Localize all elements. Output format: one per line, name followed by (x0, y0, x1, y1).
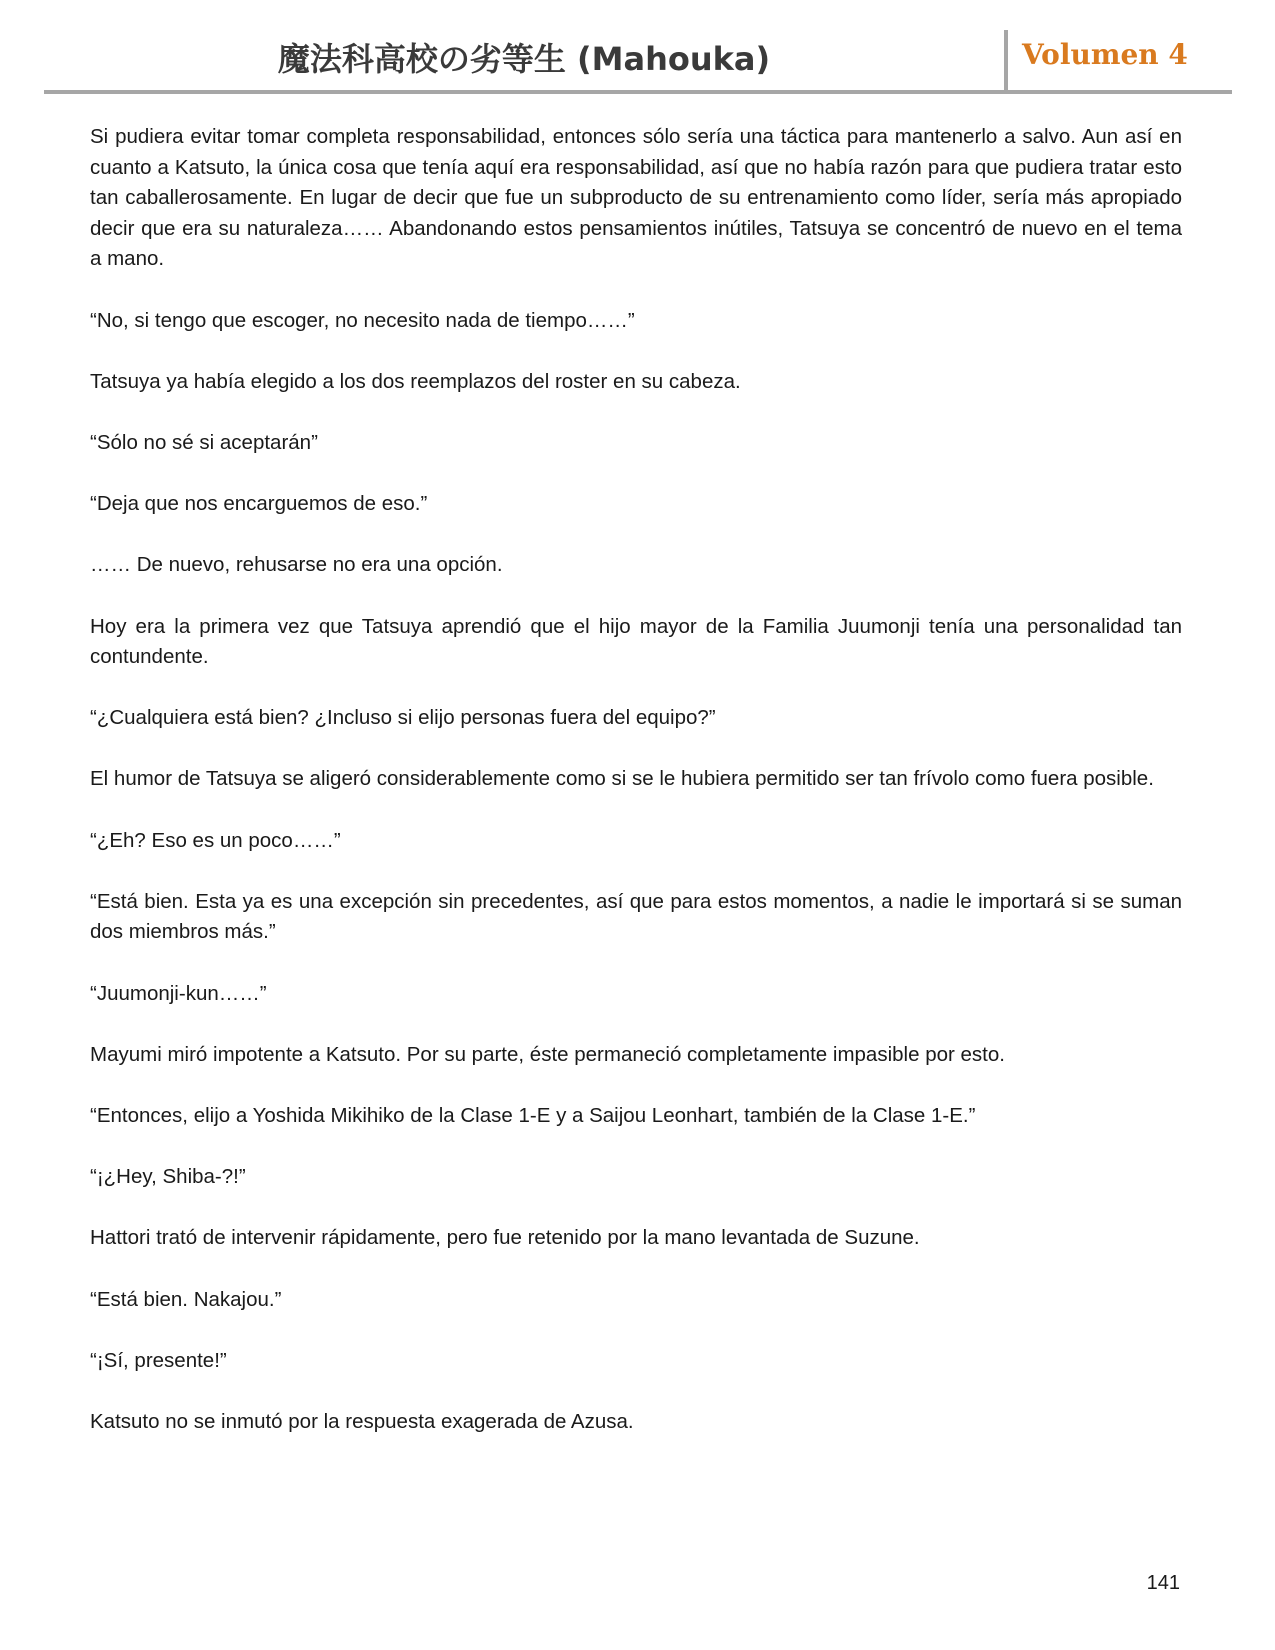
paragraph: “Deja que nos encarguemos de eso.” (90, 492, 428, 516)
paragraph: Hoy era la primera vez que Tatsuya aprendió que el hijo mayor de la Familia Juumonji tenía una personalidad tan contundente. (90, 614, 1182, 669)
paragraph: “¡¿Hey, Shiba-?!” (90, 1165, 246, 1189)
page-header (44, 28, 1232, 94)
page-body (90, 122, 1182, 1468)
paragraph: El humor de Tatsuya se aligeró considerablemente como si se le hubiera permitido ser tan frívolo como fuera posible. (90, 767, 1154, 791)
header-divider (1004, 30, 1008, 90)
paragraph: Katsuto no se inmutó por la respuesta exagerada de Azusa. (90, 1409, 634, 1433)
paragraph: “Está bien. Esta ya es una excepción sin precedentes, así que para estos momentos, a nadie le importará si se suman dos miembros más.” (90, 889, 1182, 944)
paragraph: “¿Cualquiera está bien? ¿Incluso si elijo personas fuera del equipo?” (90, 706, 716, 730)
paragraph: “Juumonji-kun……” (90, 981, 267, 1005)
paragraph: “No, si tengo que escoger, no necesito nada de tiempo……” (90, 308, 635, 332)
book-title: 魔法科高校の劣等生 (Mahouka) (277, 40, 771, 78)
paragraph: “¡Sí, presente!” (90, 1348, 227, 1372)
paragraph: …… De nuevo, rehusarse no era una opción. (90, 553, 503, 577)
page-number: 141 (1146, 1572, 1180, 1594)
volume-label: Volumen 4 (1022, 38, 1188, 71)
paragraph: “Está bien. Nakajou.” (90, 1287, 282, 1311)
paragraph: Mayumi miró impotente a Katsuto. Por su parte, éste permaneció completamente impasible por esto. (90, 1042, 1005, 1066)
paragraph: “¿Eh? Eso es un poco……” (90, 828, 341, 852)
paragraph: Hattori trató de intervenir rápidamente, pero fue retenido por la mano levantada de Suzune. (90, 1226, 920, 1250)
paragraph: Si pudiera evitar tomar completa responsabilidad, entonces sólo sería una táctica para mantenerlo a salvo. Aun así en cuanto a Katsuto, la única cosa que tenía aquí era responsabilidad, así que no había razón para que pudiera tratar esto tan caballerosamente. En lugar de decir que fue un subproducto de su entrenamiento como líder, sería más apropiado decir que era su naturaleza…… Abandonando estos pensamientos inútiles, Tatsuya se concentró de nuevo en el tema a mano. (90, 125, 1182, 271)
paragraph: “Sólo no sé si aceptarán” (90, 430, 318, 454)
paragraph: Tatsuya ya había elegido a los dos reemplazos del roster en su cabeza. (90, 369, 741, 393)
paragraph: “Entonces, elijo a Yoshida Mikihiko de la Clase 1-E y a Saijou Leonhart, también de la Clase 1-E.” (90, 1104, 976, 1127)
